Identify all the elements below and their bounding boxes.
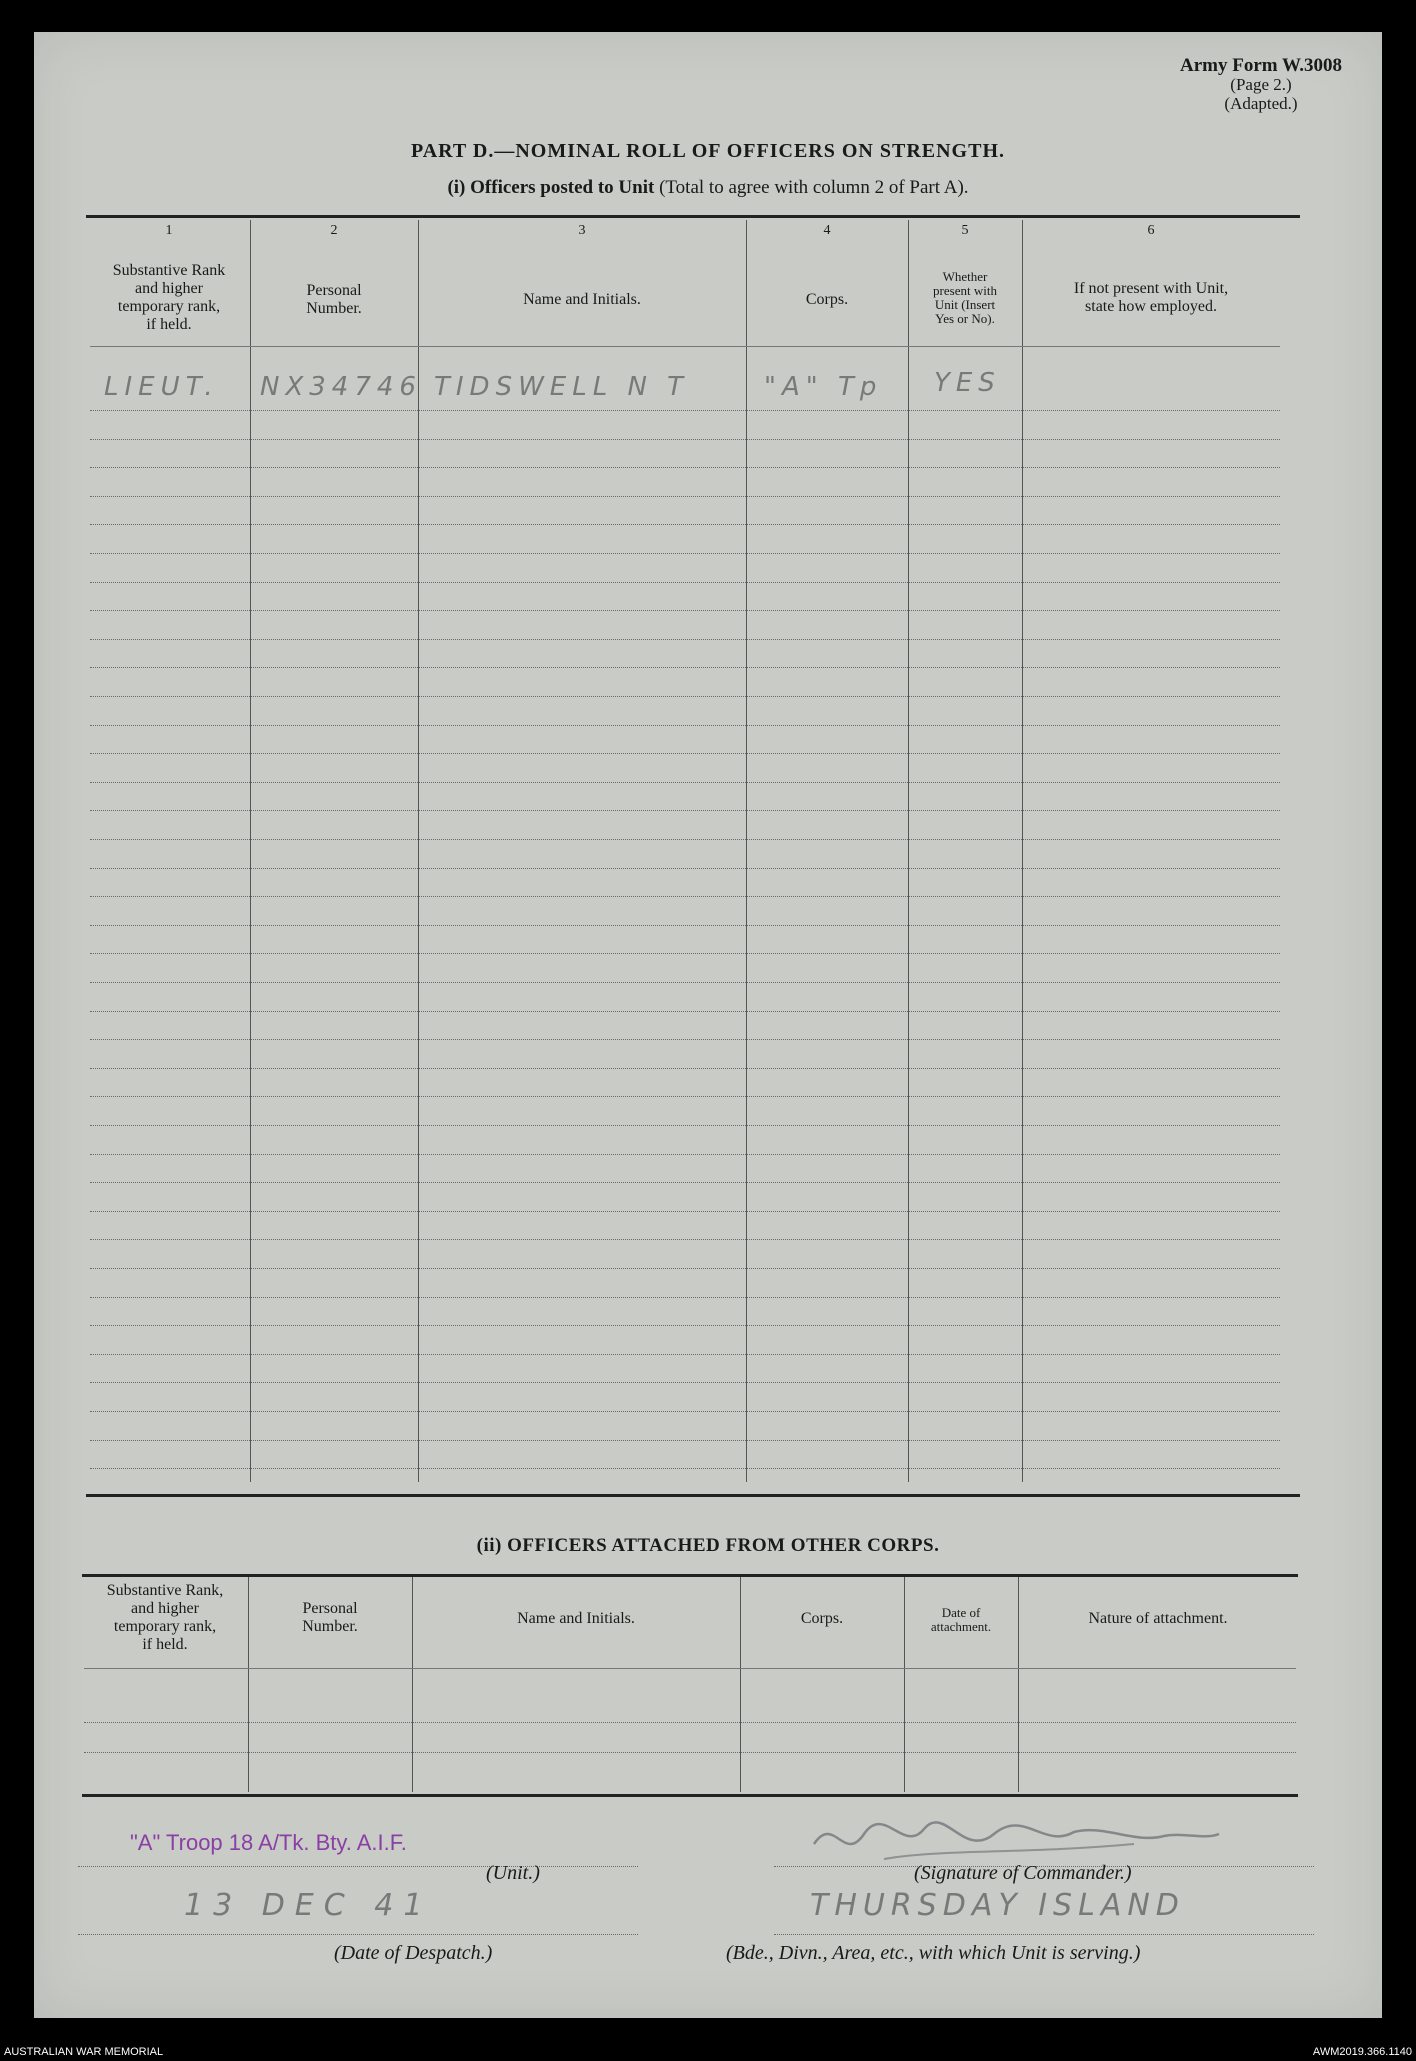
table-top-rule (82, 1574, 1298, 1577)
date-line (78, 1934, 638, 1935)
header-line: and higher (131, 1600, 199, 1617)
row-line (90, 553, 1280, 554)
header-line: Substantive Rank, (106, 1582, 224, 1599)
header-line: Unit (Insert (934, 297, 996, 312)
row-line (90, 868, 1280, 869)
row-line (90, 725, 1280, 726)
row-line (90, 1154, 1280, 1155)
archive-reference: AWM2019.366.1140 (1312, 2046, 1412, 2058)
row-line (90, 1125, 1280, 1126)
row-line (90, 1182, 1280, 1183)
row-line (90, 1468, 1280, 1469)
header-employment (1022, 280, 1280, 316)
header-line: Number. (306, 300, 362, 317)
header-line: Personal (302, 1600, 358, 1617)
row-line (90, 410, 1280, 411)
row-line (90, 639, 1280, 640)
row-line (90, 667, 1280, 668)
page-subtitle (34, 177, 1382, 199)
header-line: temporary rank, (113, 1618, 217, 1635)
unit-stamp: "A" Troop 18 A/Tk. Bty. A.I.F. (130, 1830, 407, 1855)
header-line: Personal (306, 282, 362, 299)
row-line (90, 1325, 1280, 1326)
area-label: (Bde., Divn., Area, etc., with which Unit is serving.) (726, 1942, 1141, 1964)
header-personal-number (250, 282, 418, 318)
form-name: Army Form W.3008 (1179, 55, 1342, 76)
row-line (90, 696, 1280, 697)
unit-label: (Unit.) (486, 1862, 540, 1884)
row-line (90, 496, 1280, 497)
header-line: Name and Initials. (517, 1610, 635, 1627)
header-underline (90, 346, 1280, 347)
row-line (90, 1211, 1280, 1212)
header-personal-number (248, 1600, 412, 1636)
form-page (34, 32, 1382, 2018)
header-date-attachment (904, 1606, 1018, 1634)
row-line (90, 1268, 1280, 1269)
row-line (90, 753, 1280, 754)
header-line: Name and Initials. (523, 291, 641, 308)
header-line: attachment. (930, 1619, 992, 1634)
row-line (90, 982, 1280, 983)
entry-personal-number: NX34746 (260, 372, 422, 402)
row-line (90, 782, 1280, 783)
row-line (90, 582, 1280, 583)
signature-label: (Signature of Commander.) (914, 1862, 1132, 1884)
row-line (90, 1011, 1280, 1012)
form-page-number: (Page 2.) (1230, 75, 1292, 94)
row-line (90, 1440, 1280, 1441)
header-line: present with (933, 283, 997, 298)
form-identifier (1180, 56, 1342, 113)
row-line (90, 1297, 1280, 1298)
row-line (90, 839, 1280, 840)
row-line (90, 467, 1280, 468)
archive-credit: AUSTRALIAN WAR MEMORIAL (4, 2046, 164, 2058)
column-number: 1 (165, 223, 173, 238)
row-line (90, 610, 1280, 611)
header-rank (82, 1582, 248, 1654)
entry-rank: LIEUT. (104, 372, 219, 402)
header-line: Corps. (805, 291, 849, 308)
row-line (90, 1068, 1280, 1069)
header-nature (1018, 1610, 1298, 1628)
row-line (90, 896, 1280, 897)
area-handwritten: THURSDAY ISLAND (810, 1888, 1185, 1923)
header-rank (88, 262, 250, 334)
column-number: 4 (823, 223, 831, 238)
header-present (908, 270, 1022, 326)
header-line: if held. (146, 316, 192, 333)
row-line (90, 1382, 1280, 1383)
column-number: 6 (1147, 223, 1155, 238)
unit-line (78, 1866, 638, 1867)
row-line (90, 524, 1280, 525)
table-top-rule (86, 215, 1300, 218)
row-line (90, 1039, 1280, 1040)
area-line (774, 1934, 1314, 1935)
header-line: Date of (941, 1605, 981, 1620)
entry-present: YES (934, 368, 1001, 398)
despatch-date: 13 DEC 41 (184, 1888, 433, 1923)
table-bottom-rule (86, 1494, 1300, 1497)
header-line: Whether (942, 269, 988, 284)
subtitle-rest: (Total to agree with column 2 of Part A). (659, 177, 969, 198)
header-underline (84, 1668, 1296, 1669)
row-line (90, 439, 1280, 440)
header-corps (746, 291, 908, 309)
header-line: Corps. (800, 1610, 844, 1627)
date-label: (Date of Despatch.) (334, 1942, 493, 1964)
header-line: Yes or No). (935, 311, 995, 326)
header-name (412, 1610, 740, 1628)
row-line (90, 810, 1280, 811)
header-line: state how employed. (1085, 298, 1217, 315)
subtitle-bold: (i) Officers posted to Unit (447, 177, 655, 198)
header-line: Number. (302, 1618, 358, 1635)
row-line (90, 1354, 1280, 1355)
section-ii-title: (ii) OFFICERS ATTACHED FROM OTHER CORPS. (476, 1535, 940, 1556)
entry-corps: "A" Tp (764, 372, 883, 402)
table-bottom-rule (82, 1794, 1298, 1797)
row-line (84, 1722, 1296, 1723)
entry-name: TIDSWELL N T (434, 372, 690, 402)
form-note: (Adapted.) (1224, 94, 1298, 113)
header-line: If not present with Unit, (1073, 280, 1229, 297)
row-line (90, 1096, 1280, 1097)
column-number: 2 (330, 223, 338, 238)
column-number: 3 (578, 223, 586, 238)
row-line (84, 1752, 1296, 1753)
header-line: if held. (142, 1636, 188, 1653)
row-line (90, 953, 1280, 954)
header-line: and higher (135, 280, 203, 297)
row-line (90, 1411, 1280, 1412)
header-line: Nature of attachment. (1088, 1610, 1228, 1627)
header-corps (740, 1610, 904, 1628)
column-number: 5 (961, 223, 969, 238)
row-line (90, 925, 1280, 926)
header-name (418, 291, 746, 309)
header-line: temporary rank, (117, 298, 221, 315)
row-line (90, 1239, 1280, 1240)
header-line: Substantive Rank (112, 262, 226, 279)
page-title: PART D.—NOMINAL ROLL OF OFFICERS ON STRENGTH. (411, 140, 1005, 162)
